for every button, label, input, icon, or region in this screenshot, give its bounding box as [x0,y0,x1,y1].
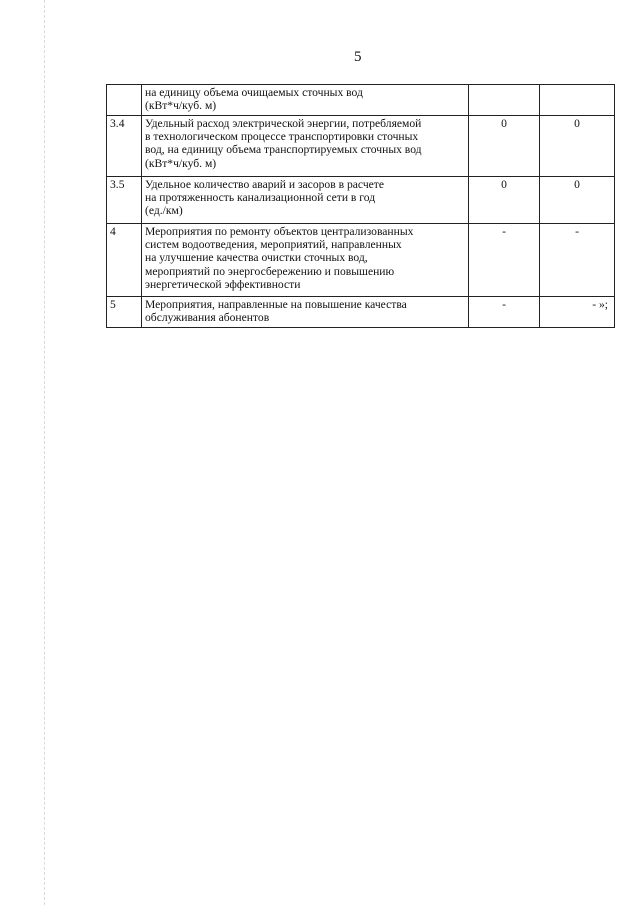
value-cell-2 [540,85,615,116]
description-line: на улучшение качества очистки сточных вод, [145,251,368,265]
row-description [142,224,469,297]
value-cell-1: - [469,224,540,297]
page-number: 5 [354,49,362,65]
table-row [107,224,615,297]
indicators-table [106,84,615,328]
description-line: энергетической эффективности [145,277,301,291]
row-number: 3.4 [107,116,142,177]
value-cell-2: - [540,224,615,297]
value-cell-2: 0 [540,177,615,224]
description-line: в технологическом процессе транспортировки сточных [145,130,419,144]
description-line: Мероприятия по ремонту объектов централизованных [145,225,414,238]
description-line: Мероприятия, направленные на повышение качества [145,298,407,311]
value-cell-2: - »; [540,297,615,328]
row-description [142,297,469,328]
table-row [107,177,615,224]
table-row [107,297,615,328]
description-line: (ед./км) [145,204,183,218]
value-cell-1: - [469,297,540,328]
description-line: обслуживания абонентов [145,311,270,325]
description-line: Удельный расход электрической энергии, потребляемой [145,117,422,130]
value-cell-2: 0 [540,116,615,177]
description-line: (кВт*ч/куб. м) [145,156,217,170]
table-row [107,85,615,116]
description-line: мероприятий по энергосбережению и повышению [145,264,395,278]
description-line: вод, на единицу объема транспортируемых сточных вод [145,143,422,157]
table-row [107,116,615,177]
row-number: 5 [107,297,142,328]
row-description [142,116,469,177]
row-number [107,85,142,116]
description-line: систем водоотведения, мероприятий, направленных [145,238,402,252]
description-line: Удельное количество аварий и засоров в расчете [145,178,385,191]
description-line: на единицу объема очищаемых сточных вод [145,86,363,99]
binding-margin-line [44,0,45,905]
value-cell-1: 0 [469,116,540,177]
value-cell-1: 0 [469,177,540,224]
row-description [142,177,469,224]
description-line: (кВт*ч/куб. м) [145,99,217,113]
description-line: на протяженность канализационной сети в год [145,191,376,205]
row-description [142,85,469,116]
row-number: 4 [107,224,142,297]
value-cell-1 [469,85,540,116]
row-number: 3.5 [107,177,142,224]
